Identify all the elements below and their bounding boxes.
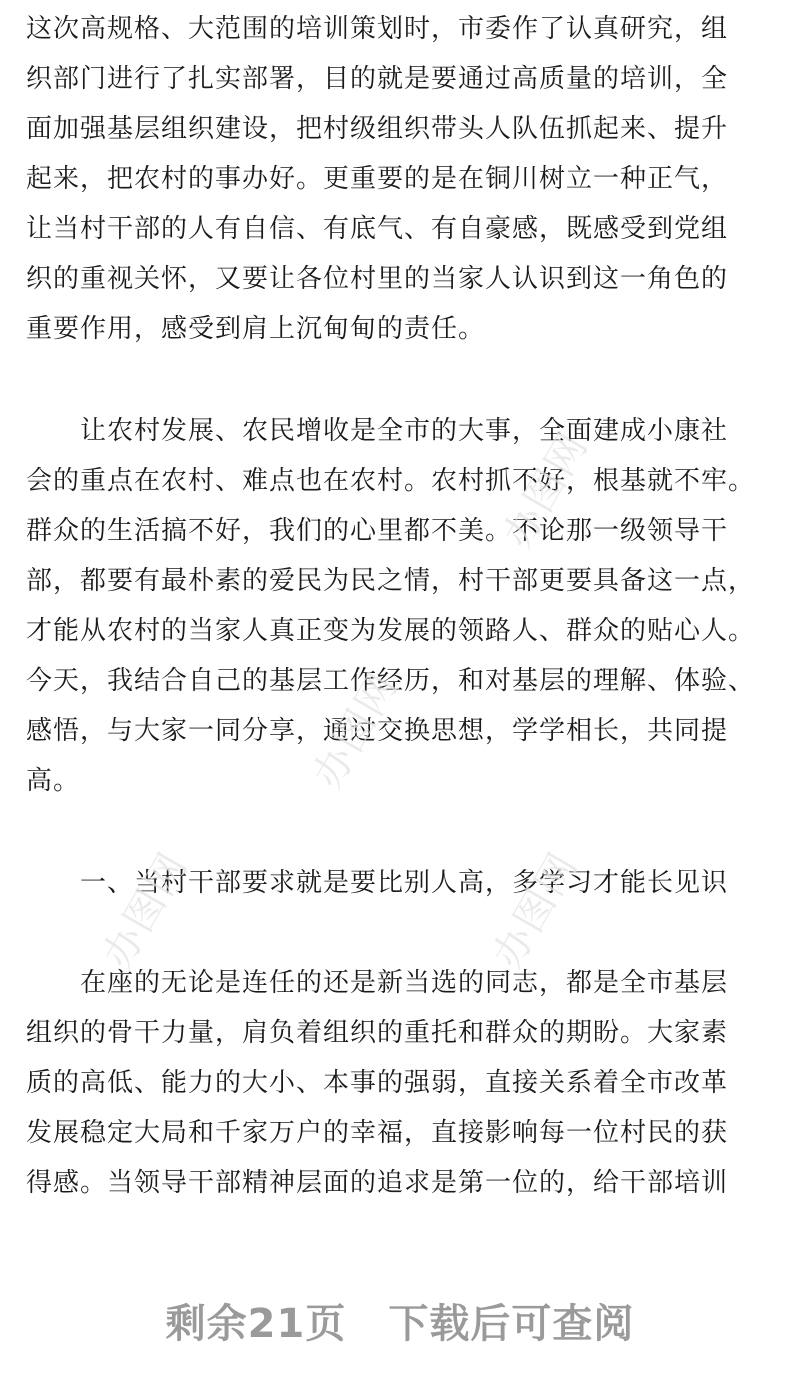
paragraph-3	[26, 958, 776, 1208]
text-line: 在座的无论是连任的还是新当选的同志，都是全市基层	[80, 968, 729, 998]
paragraph-1	[26, 4, 776, 354]
text-line: 面加强基层组织建设，把村级组织带头人队伍抓起来、提升	[26, 114, 729, 144]
text-line: 发展稳定大局和千家万户的幸福，直接影响每一位村民的获	[26, 1118, 729, 1148]
paragraph-2	[26, 406, 776, 806]
watermark: 办图网	[484, 844, 588, 977]
text-line: 群众的生活搞不好，我们的心里都不美。不论那一级领导干	[26, 516, 729, 546]
text-line: 得感。当领导干部精神层面的追求是第一位的，给干部培训	[26, 1168, 729, 1198]
heading-text: 一、当村干部要求就是要比别人高，多学习才能长见识	[80, 868, 729, 898]
watermark: 办图网	[304, 664, 408, 797]
text-line: 会的重点在农村、难点也在农村。农村抓不好，根基就不牢。	[26, 466, 756, 496]
text-line: 才能从农村的当家人真正变为发展的领路人、群众的贴心人。	[26, 616, 756, 646]
download-to-view-label[interactable]: 下载后可查阅	[388, 1301, 635, 1347]
text-line: 这次高规格、大范围的培训策划时，市委作了认真研究，组	[26, 14, 729, 44]
text-line: 质的高低、能力的大小、本事的强弱，直接关系着全市改革	[26, 1068, 729, 1098]
watermark: 办图网	[94, 844, 198, 977]
text-line: 起来，把农村的事办好。更重要的是在铜川树立一种正气，	[26, 164, 729, 194]
text-line: 组织的骨干力量，肩负着组织的重托和群众的期盼。大家素	[26, 1018, 729, 1048]
text-line: 部，都要有最朴素的爱民为民之情，村干部更要具备这一点，	[26, 566, 756, 596]
text-line: 今天，我结合自己的基层工作经历，和对基层的理解、体验、	[26, 666, 756, 696]
text-line: 让当村干部的人有自信、有底气、有自豪感，既感受到党组	[26, 214, 729, 244]
remaining-pages-label: 剩余21页	[165, 1301, 347, 1347]
section-heading	[26, 858, 776, 908]
text-line: 织的重视关怀，又要让各位村里的当家人认识到这一角色的	[26, 264, 729, 294]
text-line: 感悟，与大家一同分享，通过交换思想，学学相长，共同提	[26, 716, 729, 746]
text-line: 让农村发展、农民增收是全市的大事，全面建成小康社	[80, 416, 729, 446]
text-line: 高。	[26, 766, 81, 796]
download-banner[interactable]	[0, 1292, 800, 1349]
text-line: 重要作用，感受到肩上沉甸甸的责任。	[26, 314, 486, 344]
watermark: 办图网	[494, 424, 598, 557]
text-line: 织部门进行了扎实部署，目的就是要通过高质量的培训，全	[26, 64, 729, 94]
